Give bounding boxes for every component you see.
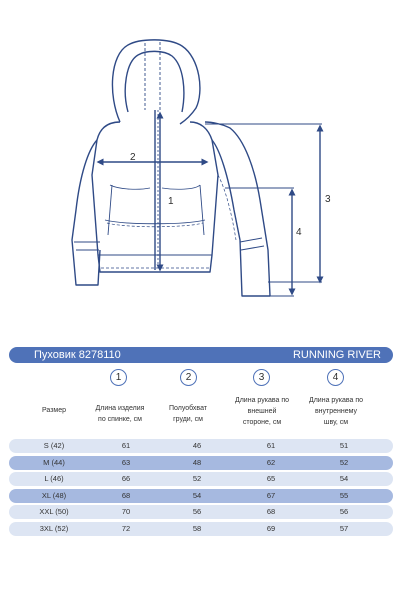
cell-size: XXL (50): [39, 507, 69, 516]
column-number-2: 2: [180, 369, 197, 386]
header-outer-sleeve: Длина рукава по внешней стороне, см: [234, 397, 290, 426]
cell-back-length: 70: [121, 507, 131, 516]
cell-back-length: 61: [121, 441, 131, 450]
header-size: Размер: [41, 407, 67, 414]
cell-back-length: 72: [121, 524, 131, 533]
cell-outer-sleeve: 61: [266, 441, 276, 450]
column-number-3: 3: [253, 369, 270, 386]
cell-half-chest: 54: [192, 491, 202, 500]
cell-back-length: 63: [121, 458, 131, 467]
cell-inner-sleeve: 52: [339, 458, 349, 467]
cell-outer-sleeve: 68: [266, 507, 276, 516]
cell-size: L (46): [44, 474, 64, 483]
table-row: [9, 505, 393, 519]
cell-inner-sleeve: 56: [339, 507, 349, 516]
cell-half-chest: 52: [192, 474, 202, 483]
jacket-outline: [72, 40, 270, 296]
cell-back-length: 68: [121, 491, 131, 500]
cell-inner-sleeve: 55: [339, 491, 349, 500]
header-half-chest: Полуобхват груди, см: [168, 405, 208, 423]
brand-name: RUNNING RIVER: [292, 349, 381, 361]
header-back-length: Длина изделия по спинке, см: [95, 405, 145, 423]
cell-inner-sleeve: 54: [339, 474, 349, 483]
table-row: [9, 456, 393, 470]
cell-half-chest: 48: [192, 458, 202, 467]
cell-outer-sleeve: 62: [266, 458, 276, 467]
cell-half-chest: 46: [192, 441, 202, 450]
product-name: Пуховик 8278110: [34, 349, 121, 361]
cell-size: 3XL (52): [39, 524, 69, 533]
table-row: [9, 439, 393, 453]
marker-3: 3: [325, 194, 331, 205]
cell-outer-sleeve: 65: [266, 474, 276, 483]
marker-2: 2: [130, 152, 136, 163]
table-row: [9, 472, 393, 486]
cell-outer-sleeve: 67: [266, 491, 276, 500]
cell-inner-sleeve: 51: [339, 441, 349, 450]
cell-half-chest: 56: [192, 507, 202, 516]
marker-1: 1: [168, 196, 174, 207]
cell-size: S (42): [43, 441, 65, 450]
cell-size: M (44): [43, 458, 65, 467]
header-inner-sleeve: Длина рукава по внутреннему шву, см: [308, 397, 364, 426]
cell-inner-sleeve: 57: [339, 524, 349, 533]
marker-4: 4: [296, 227, 302, 238]
product-title-bar: [9, 347, 393, 363]
table-row: [9, 489, 393, 503]
table-row: [9, 522, 393, 536]
column-number-4: 4: [327, 369, 344, 386]
cell-back-length: 66: [121, 474, 131, 483]
cell-half-chest: 58: [192, 524, 202, 533]
column-number-1: 1: [110, 369, 127, 386]
cell-outer-sleeve: 69: [266, 524, 276, 533]
cell-size: XL (48): [41, 491, 67, 500]
